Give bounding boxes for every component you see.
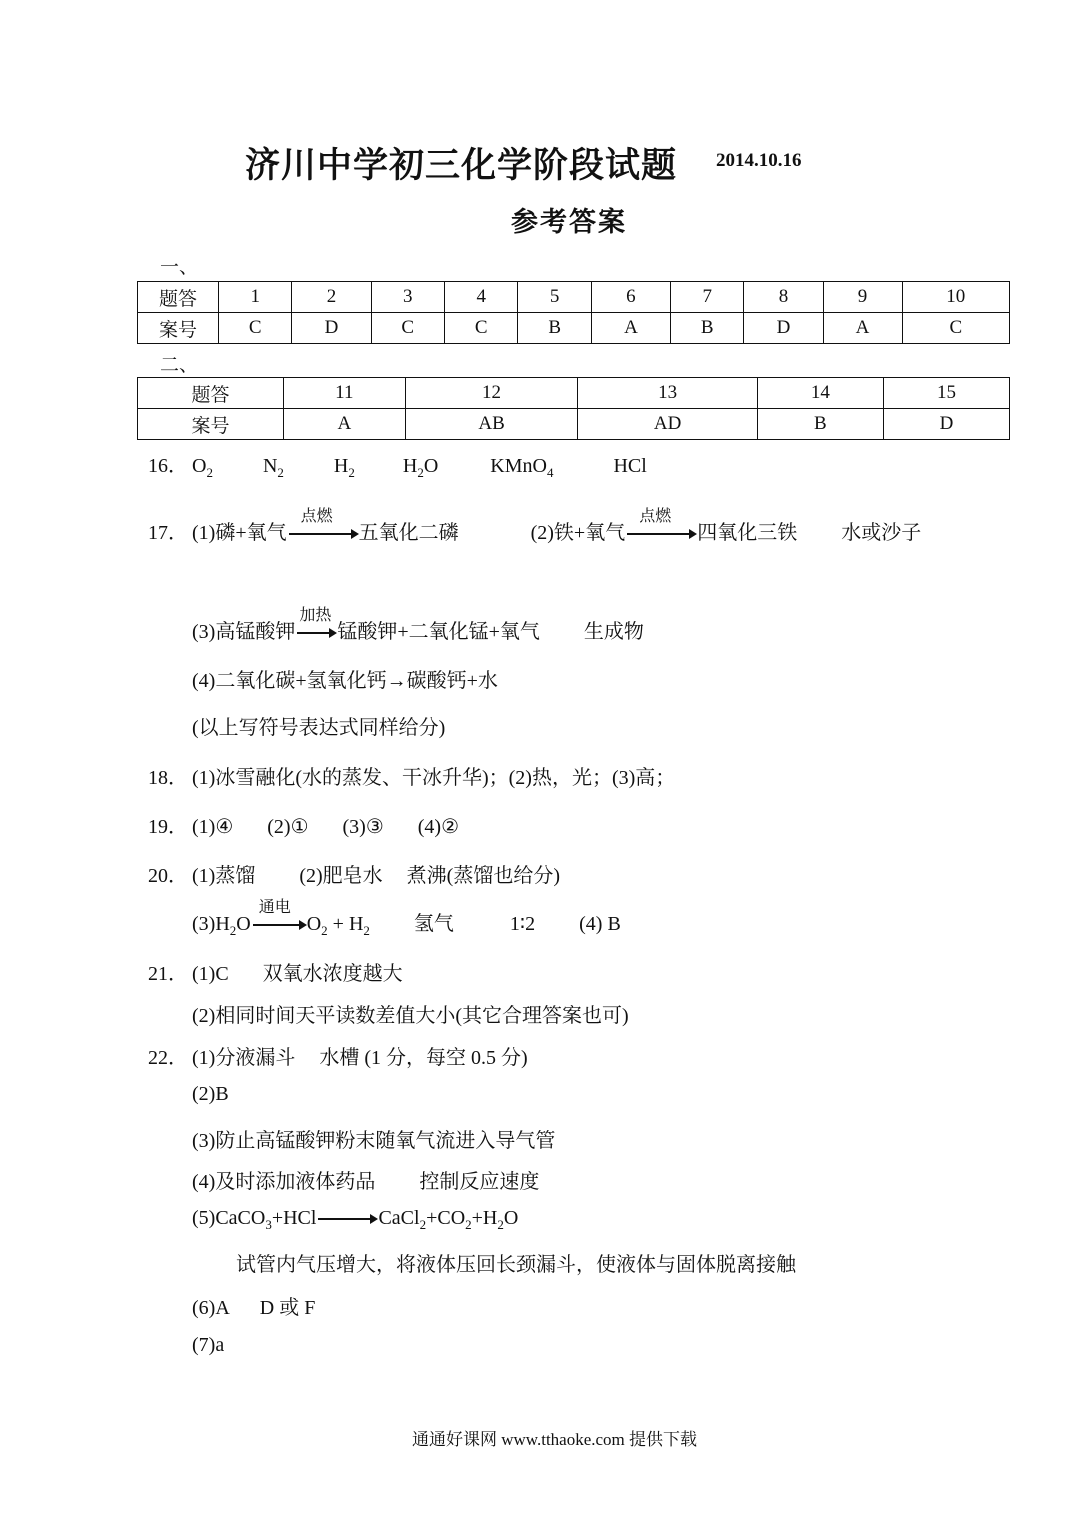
answer-item: (1)蒸馏	[192, 865, 256, 887]
reaction-condition: 点燃	[639, 508, 672, 526]
answer-item: (4)及时添加液体药品	[192, 1171, 376, 1193]
table-cell: AB	[405, 409, 578, 440]
table-cell: 12	[405, 378, 578, 409]
answer-item: (4)②	[417, 816, 459, 838]
answer-item: (6)A	[192, 1297, 230, 1319]
reaction-condition: 加热	[299, 607, 332, 625]
question-number: 21．	[148, 963, 188, 985]
eq3-reactants: (3)高锰酸钾	[192, 621, 296, 643]
table-cell: 1	[219, 282, 292, 313]
formula-n2: $N_2$	[262, 455, 284, 480]
reaction-arrow	[627, 508, 695, 535]
table-cell: A	[284, 409, 406, 440]
answer-item: (2)①	[267, 816, 309, 838]
table-cell: 3	[371, 282, 444, 313]
answer-table-2	[137, 377, 1010, 440]
table-row	[138, 409, 1010, 440]
table-cell: C	[902, 313, 1009, 344]
table-cell: 4	[444, 282, 517, 313]
answer-table-1	[137, 281, 1010, 344]
formula-h2o: $H_2O$	[402, 455, 439, 480]
answer-item: 煮沸(蒸馏也给分)	[406, 865, 560, 887]
question-20-line1	[148, 859, 560, 888]
section-one-label: 一、	[160, 256, 199, 278]
eq1-products: 五氧化二磷	[358, 522, 459, 544]
question-number: 17．	[148, 522, 188, 544]
answer-item: 水槽 (1 分，每空 0.5 分)	[319, 1047, 528, 1069]
table-cell: 15	[883, 378, 1009, 409]
question-17-line4: (4)二氧化碳+氢氧化钙→碳酸钙+水	[192, 670, 498, 692]
table-cell: C	[371, 313, 444, 344]
question-21-line1	[148, 957, 403, 986]
question-number: 16．	[148, 455, 188, 477]
table-cell: 14	[757, 378, 883, 409]
table-header-cell: 题答	[138, 378, 284, 409]
question-17-line3	[192, 607, 644, 644]
reaction-arrow	[253, 899, 305, 926]
table-cell: D	[744, 313, 823, 344]
question-22-line1	[148, 1041, 528, 1070]
answer-item: (2)肥皂水	[299, 865, 383, 887]
table-cell: 2	[292, 282, 371, 313]
footer-text: 通通好课网 www.tthaoke.com 提供下载	[412, 1430, 698, 1449]
formula-h2: $H_2$	[333, 455, 355, 480]
answer-item: 氢气	[413, 913, 454, 935]
table-cell: D	[292, 313, 371, 344]
answer-item: 控制反应速度	[419, 1171, 540, 1193]
answer-item: D 或 F	[259, 1297, 316, 1319]
question-17-line1	[148, 508, 922, 545]
table-cell: B	[518, 313, 591, 344]
table-row	[138, 378, 1010, 409]
table-cell: 13	[578, 378, 757, 409]
formula-o2: $O_2$	[192, 455, 213, 480]
page-title: 济川中学初三化学阶段试题	[245, 146, 678, 186]
formula-hcl: HCl	[613, 455, 647, 477]
answer-item: (1)分液漏斗	[192, 1047, 296, 1069]
question-22-line4	[192, 1165, 539, 1194]
question-22-line5: (5)CaCO$_3$+HCl $CaCl_2+CO_2+H_2O$	[192, 1207, 519, 1232]
answer-item: 双氧水浓度越大	[262, 963, 403, 985]
reaction-condition: 通电	[258, 899, 291, 917]
table-header-cell: 题答	[138, 282, 219, 313]
answer-item: (1)④	[192, 816, 234, 838]
eq2-extra: 水或沙子	[841, 522, 922, 544]
reaction-arrow	[297, 607, 335, 634]
table-cell: 7	[670, 282, 743, 313]
answer-item: (1)C	[192, 963, 229, 985]
table-header-cell: 案号	[138, 409, 284, 440]
answer-item: (3)③	[342, 816, 384, 838]
question-number: 22．	[148, 1047, 188, 1069]
question-22-line6	[192, 1291, 315, 1320]
reaction-arrow	[318, 1218, 376, 1220]
question-20-line2: $(3)H_2O$ 通电 $O_2 + H_2$ 氢气 1∶2 (4) B	[192, 907, 621, 939]
table-cell: 9	[823, 282, 902, 313]
question-21-line2: (2)相同时间天平读数差值大小(其它合理答案也可)	[192, 1005, 629, 1027]
formula-kmno4: KMnO$_4$	[490, 455, 554, 480]
table-cell: C	[444, 313, 517, 344]
table-cell: 11	[284, 378, 406, 409]
table-cell: 6	[591, 282, 670, 313]
reaction-condition: 点燃	[300, 508, 333, 526]
eq3-products: 锰酸钾+二氧化锰+氧气	[337, 621, 540, 643]
table-cell: A	[823, 313, 902, 344]
table-cell: A	[591, 313, 670, 344]
table-cell: D	[883, 409, 1009, 440]
answer-text: (1)冰雪融化(水的蒸发、干冰升华)；(2)热，光；(3)高；	[192, 767, 676, 789]
answer-item: 1∶2	[509, 913, 536, 935]
question-22-line3: (3)防止高锰酸钾粉末随氧气流进入导气管	[192, 1130, 556, 1152]
question-22-line2: (2)B	[192, 1083, 229, 1105]
table-row	[138, 282, 1010, 313]
section-two-label: 二、	[160, 354, 199, 376]
answer-item: (4) B	[579, 913, 621, 935]
eq2-reactants: (2)铁+氧气	[530, 522, 626, 544]
table-row	[138, 313, 1010, 344]
table-cell: 8	[744, 282, 823, 313]
question-18	[148, 761, 675, 790]
question-17-note: (以上写符号表达式同样给分)	[192, 717, 446, 739]
eq3-extra: 生成物	[583, 621, 644, 643]
exam-date: 2014.10.16	[716, 150, 802, 171]
page-subtitle: 参考答案	[511, 207, 627, 238]
eq2-products: 四氧化三铁	[697, 522, 798, 544]
question-number: 20．	[148, 865, 188, 887]
table-header-cell: 案号	[138, 313, 219, 344]
question-22-line7: (7)a	[192, 1334, 225, 1356]
table-cell: B	[757, 409, 883, 440]
question-19	[148, 810, 459, 839]
table-cell: B	[670, 313, 743, 344]
question-16	[148, 449, 647, 481]
table-cell: 10	[902, 282, 1009, 313]
table-cell: 5	[518, 282, 591, 313]
reaction-arrow	[289, 508, 357, 535]
question-number: 19．	[148, 816, 188, 838]
question-number: 18．	[148, 767, 188, 789]
table-cell: AD	[578, 409, 757, 440]
eq1-reactants: (1)磷+氧气	[192, 522, 287, 544]
table-cell: C	[219, 313, 292, 344]
question-22-note: 试管内气压增大，将液体压回长颈漏斗，使液体与固体脱离接触	[236, 1254, 796, 1276]
